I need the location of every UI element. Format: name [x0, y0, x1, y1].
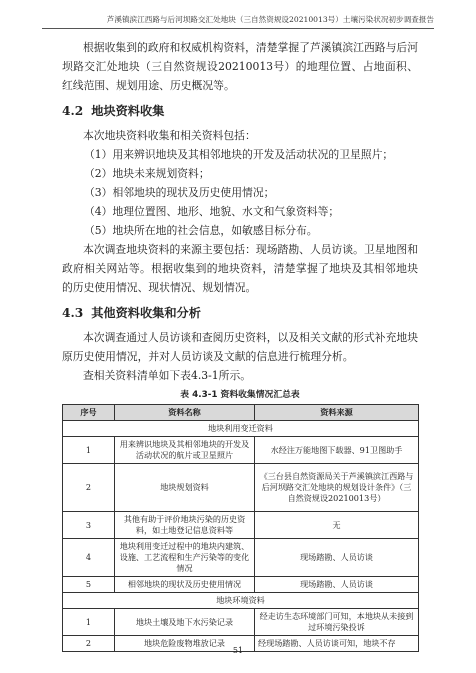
table-cell: 3	[63, 512, 115, 539]
table-cell: 2	[63, 464, 115, 512]
table-cell: 用来辨识地块及其相邻地块的开发及活动状况的航片或卫星照片	[115, 437, 255, 464]
table-cell: 2	[63, 636, 115, 652]
table-row	[63, 512, 419, 539]
table-cell: 1	[63, 609, 115, 636]
table-cell: 地块土壤及地下水污染记录	[115, 609, 255, 636]
section-4-2-summary: 本次调查地块资料的来源主要包括：现场踏勘、人员访谈。卫星地图和政府相关网站等。根据收集到的地块资料，清楚掌握了地块及其相邻地块的历史使用情况、现状情况、规划情况。	[62, 243, 418, 294]
table-header-row	[63, 405, 419, 421]
table-cell: 相邻地块的现状及历史使用情况	[115, 577, 255, 593]
column-header-index: 序号	[63, 405, 115, 421]
table-cell: 1	[63, 437, 115, 464]
table-cell: 地块利用变迁过程中的地块内建筑、设施、工艺流程和生产污染等的变化情况	[115, 539, 255, 577]
column-header-source: 资料来源	[255, 405, 419, 421]
table-row	[63, 437, 419, 464]
table-cell: 其他有助于评价地块污染的历史资料，如土地登记信息资料等	[115, 512, 255, 539]
section-4-3-number: 4.3	[62, 306, 84, 320]
data-collection-table	[62, 404, 419, 652]
table-row	[63, 464, 419, 512]
table-section-land-use: 地块利用变迁资料	[63, 421, 419, 437]
table-row	[63, 539, 419, 577]
table-cell: 5	[63, 577, 115, 593]
table-section-row	[63, 593, 419, 609]
table-cell: 经走访生态环境部门可知，本地块从未接到过环境污染投诉	[255, 609, 419, 636]
section-4-3-table-reference: 查相关资料清单如下表4.3-1所示。	[83, 369, 252, 382]
page-body	[62, 38, 418, 652]
list-item: （4）地理位置图、地形、地貌、水文和气象资料等；	[84, 205, 340, 218]
intro-paragraph: 根据收集到的政府和权威机构资料，清楚掌握了芦溪镇滨江西路与后河坝路交汇处地块（三自然资规设20210013号）的地理位置、占地面积、红线范围、规划用途、历史概况等。	[62, 41, 418, 92]
table-cell: 经现场踏勘、人员访谈可知，地块不存	[255, 636, 419, 652]
section-4-3-title: 其他资料收集和分析	[91, 306, 201, 320]
table-row	[63, 577, 419, 593]
table-cell: 水经注万能地图下载器、91卫图助手	[255, 437, 419, 464]
list-item: （2）地块未来规划资料；	[84, 167, 210, 180]
table-cell: 《三台县自然资源局关于芦溪镇滨江西路与后河坝路交汇处地块的规划设计条件》（三自然资规设20210013号）	[255, 464, 419, 512]
section-4-2-title: 地块资料收集	[91, 104, 165, 118]
table-cell: 现场踏勘、人员访谈	[255, 539, 419, 577]
list-item: （1）用来辨识地块及其相邻地块的开发及活动状况的卫星照片；	[84, 148, 394, 161]
section-4-2-number: 4.2	[62, 104, 84, 118]
section-4-3-heading	[62, 304, 418, 323]
table-cell: 现场踏勘、人员访谈	[255, 577, 419, 593]
page-header: 芦溪镇滨江西路与后河坝路交汇处地块（三自然资规设20210013号）土壤污染状况初步调查报告	[42, 14, 434, 29]
section-4-2-heading	[62, 102, 418, 121]
table-cell: 无	[255, 512, 419, 539]
table-section-environment: 地块环境资料	[63, 593, 419, 609]
list-item: （3）相邻地块的现状及历史使用情况；	[84, 186, 275, 199]
table-cell: 地块规划资料	[115, 464, 255, 512]
column-header-name: 资料名称	[115, 405, 255, 421]
section-4-3-paragraph: 本次调查通过人员访谈和查阅历史资料，以及相关文献的形式补充地块原历史使用情况，并对人员访谈及文献的信息进行梳理分析。	[62, 331, 418, 363]
table-section-row	[63, 421, 419, 437]
table-cell: 4	[63, 539, 115, 577]
section-4-2-intro: 本次地块资料收集和相关资料包括：	[83, 129, 256, 142]
table-cell: 地块危险废物堆放记录	[115, 636, 255, 652]
list-item: （5）地块所在地的社会信息，如敏感目标分布。	[84, 224, 318, 237]
table-row	[63, 609, 419, 636]
table-caption: 表 4.3-1 资料收集情况汇总表	[180, 390, 300, 400]
page-number: 51	[232, 646, 244, 655]
